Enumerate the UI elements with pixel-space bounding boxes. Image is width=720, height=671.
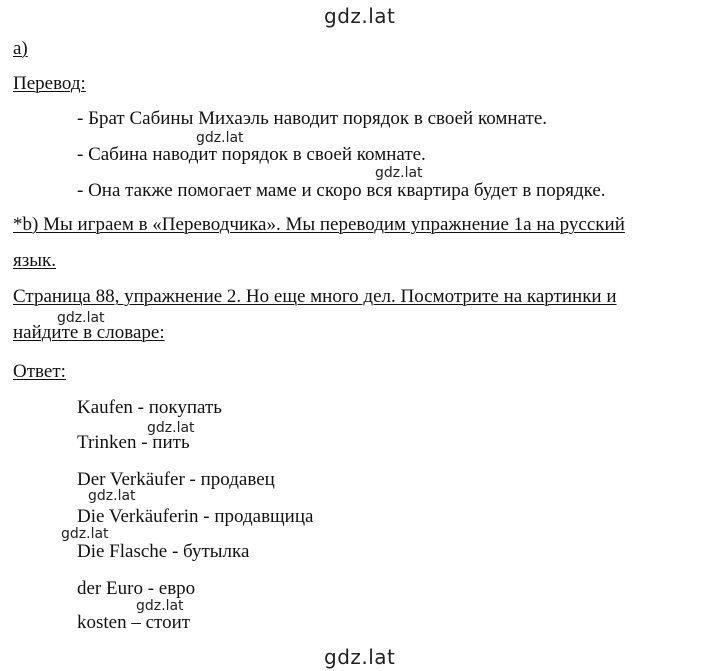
answer-label: Ответ: <box>13 361 66 382</box>
translation-item: - Брат Сабины Михаэль наводит порядок в своей комнате. <box>77 108 547 129</box>
word-item: kosten – стоит <box>77 612 191 633</box>
word-item: Kaufen - покупать <box>77 397 222 418</box>
watermark-bottom: gdz.lat <box>324 645 396 669</box>
watermark: gdz.lat <box>61 526 109 542</box>
word-item: Der Verkäufer - продавец <box>77 469 275 490</box>
section-a-heading: Перевод: <box>13 73 86 94</box>
watermark: gdz.lat <box>196 130 244 146</box>
watermark: gdz.lat <box>136 598 184 614</box>
section-b-line2: язык. <box>13 250 56 271</box>
exercise-paragraph <box>13 279 713 351</box>
word-item: Die Verkäuferin - продавщица <box>77 506 314 527</box>
watermark: gdz.lat <box>375 165 423 181</box>
section-b-line1: *b) Мы играем в «Переводчика». Мы переводим упражнение 1a на русский <box>13 214 625 235</box>
translation-item: - Сабина наводит порядок в своей комнате. <box>77 144 426 165</box>
exercise-line2: найдите в словаре: <box>13 322 165 343</box>
word-item: der Euro - евро <box>77 578 196 599</box>
watermark: gdz.lat <box>57 310 105 326</box>
exercise-line1: Страница 88, упражнение 2. Но еще много дел. Посмотрите на картинки и <box>13 286 617 307</box>
translation-item: - Она также помогает маме и скоро вся квартира будет в порядке. <box>77 180 606 201</box>
word-item: Die Flasche - бутылка <box>77 541 250 562</box>
watermark: gdz.lat <box>147 420 195 436</box>
watermark-top: gdz.lat <box>324 4 396 28</box>
word-item: Trinken - пить <box>77 432 190 453</box>
watermark: gdz.lat <box>88 488 136 504</box>
section-a-label: а) <box>13 38 28 59</box>
section-b-paragraph <box>13 207 713 279</box>
